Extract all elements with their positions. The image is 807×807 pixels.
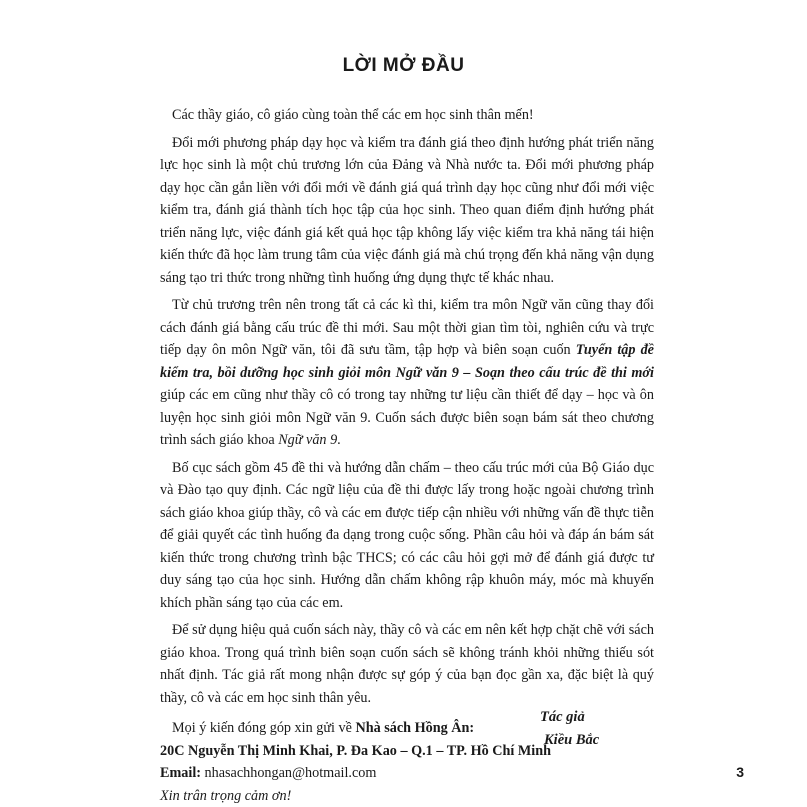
page-title: LỜI MỞ ĐẦU — [342, 55, 465, 76]
page-number: 3 — [736, 764, 744, 780]
paragraph-2 — [160, 294, 654, 452]
author-name: Kiều Bắc — [544, 731, 600, 748]
publisher-name: Nhà sách Hồng Ân: — [355, 720, 475, 736]
email-line — [160, 762, 654, 785]
greeting-paragraph: Các thầy giáo, cô giáo cùng toàn thể các em học sinh thân mến! — [172, 107, 534, 123]
paragraph-2-text-b: giúp các em cũng như thầy cô có trong tay những tư liệu cần thiết để dạy – học và ôn luyện học sinh giỏi môn Ngữ văn 9. Cuốn sách được biên soạn bám sát theo chương trình sách giáo khoa — [160, 387, 654, 448]
paragraph-2-text-a: Từ chủ trương trên nên trong tất cả các kì thi, kiểm tra môn Ngữ văn cũng thay đổi cách đánh giá bằng cấu trúc đề thi mới. Sau một thời gian tìm tòi, nghiên cứu và trực tiếp dạy ôn môn Ngữ văn, tôi đã sưu tầm, tập hợp và biên soạn cuốn — [160, 297, 654, 358]
paragraph-3: Bố cục sách gồm 45 đề thi và hướng dẫn chấm – theo cấu trúc mới của Bộ Giáo dục và Đào tạo quy định. Các ngữ liệu của đề thi được lấy trong hoặc ngoài chương trình sách giáo khoa giúp thầy, cô và các em được tiếp cận nhiều với những vấn đề thực tiễn để giải quyết các tình huống đa dạng trong cuộc sống. Phần câu hỏi và đáp án bám sát kiến thức trong chương trình bậc THCS; có các câu hỏi gợi mở để đánh giá được tư duy sáng tạo của học sinh. Hướng dẫn chấm không rập khuôn máy, móc mà khuyến khích phần sáng tạo của các em. — [160, 459, 654, 611]
book-title: Tuyển tập đề kiểm tra, bồi dưỡng học sinh giỏi môn Ngữ văn 9 – Soạn theo cấu trúc đề thi mới — [160, 342, 654, 381]
textbook-title: Ngữ văn 9 — [278, 432, 338, 448]
contact-intro: Mọi ý kiến đóng góp xin gửi về — [172, 720, 356, 736]
paragraph-1: Đổi mới phương pháp dạy học và kiểm tra đánh giá theo định hướng phát triển năng lực học sinh là một chủ trương lớn của Đảng và Nhà nước ta. Đổi mới phương pháp dạy học cần gắn liền với đổi mới về đánh giá quá trình dạy học cũng như đổi mới việc kiểm tra, đánh giá thành tích học tập của học sinh. Theo quan điểm định hướng phát triển năng lực, việc đánh giá kết quả học tập không lấy việc kiểm tra khả năng tái hiện kiến thức đã học làm trung tâm của việc đánh giá mà chú trọng đến khả năng vận dụng sáng tạo tri thức trong những tình huống ứng dụng thực tế khác nhau. — [160, 134, 654, 286]
thanks-line: Xin trân trọng cảm ơn! — [160, 787, 292, 804]
paragraph-2-text-c: . — [337, 432, 341, 448]
email-address: nhasachhongan@hotmail.com — [200, 765, 377, 781]
paragraph-4: Để sử dụng hiệu quả cuốn sách này, thầy cô và các em nên kết hợp chặt chẽ với sách giáo khoa. Trong quá trình biên soạn cuốn sách sẽ không tránh khỏi những thiếu sót nhất định. Tác giả rất mong nhận được sự góp ý của bạn đọc gần xa, đặc biệt là quý thầy, cô và các em học sinh thân yêu. — [160, 622, 654, 706]
preface-body — [160, 104, 654, 807]
author-role: Tác giả — [540, 709, 585, 725]
publisher-address: 20C Nguyễn Thị Minh Khai, P. Đa Kao – Q.1 – TP. Hồ Chí Minh — [160, 742, 552, 759]
signature-block — [540, 706, 599, 751]
email-label: Email: — [160, 765, 201, 781]
